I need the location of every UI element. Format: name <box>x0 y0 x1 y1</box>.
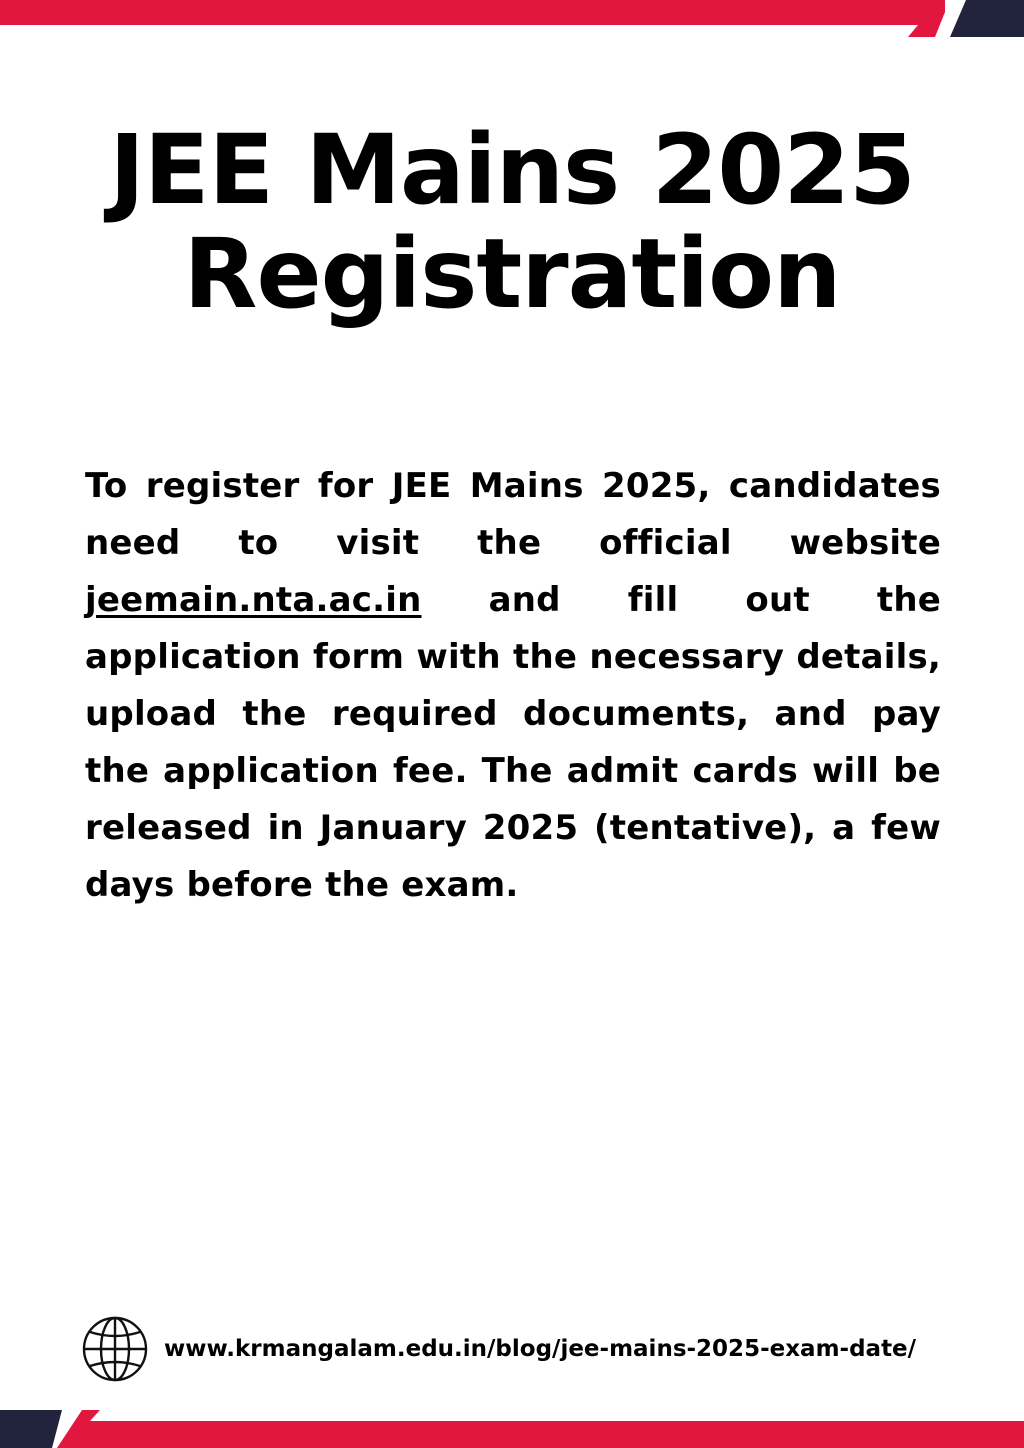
top-banner-graphic <box>0 0 1024 40</box>
bottom-banner-graphic <box>0 1408 1024 1448</box>
top-banner-red-stripe <box>0 0 945 37</box>
top-banner <box>0 0 1024 40</box>
footer <box>82 1316 916 1382</box>
globe-icon <box>82 1316 148 1382</box>
title-line-1: JEE Mains 2025 <box>109 114 915 226</box>
bottom-banner-navy-block <box>0 1410 62 1448</box>
title-line-2: Registration <box>183 218 841 330</box>
bottom-banner-red-stripe <box>57 1410 1024 1448</box>
body-paragraph <box>85 458 941 914</box>
page-title <box>0 114 1024 330</box>
body-text-rest: and fill out the application form with the necessary details, upload the required documents, and pay the application fee. The admit cards will be released in January 2025 (tentative), a few days before the exam. <box>85 580 941 905</box>
body-text-intro: To register for JEE Mains 2025, candidates need to visit the official website <box>85 466 941 563</box>
top-banner-navy-block <box>950 0 1024 37</box>
footer-url[interactable]: www.krmangalam.edu.in/blog/jee-mains-2025-exam-date/ <box>164 1336 917 1362</box>
official-website-link[interactable]: jeemain.nta.ac.in <box>85 580 422 620</box>
bottom-banner <box>0 1408 1024 1448</box>
